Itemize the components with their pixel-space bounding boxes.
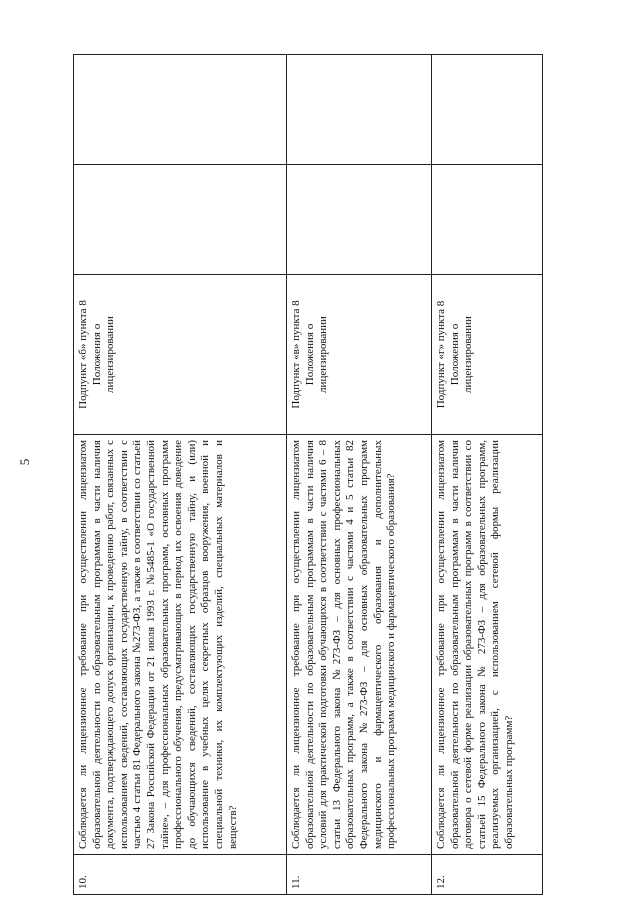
row-number: 11. bbox=[287, 855, 432, 895]
reference-line: Положения о bbox=[303, 323, 316, 386]
checklist-table bbox=[73, 54, 543, 895]
empty-note-cell bbox=[432, 55, 543, 165]
legal-reference bbox=[74, 275, 287, 435]
row-number: 12. bbox=[432, 855, 543, 895]
empty-answer-cell bbox=[74, 165, 287, 275]
page-number: 5 bbox=[17, 458, 32, 466]
table-row bbox=[74, 55, 287, 895]
reference-line: лицензировании bbox=[104, 316, 117, 393]
reference-line: Подпункт «г» пункта 8 bbox=[435, 300, 448, 409]
reference-line: Подпункт «в» пункта 8 bbox=[290, 300, 303, 409]
reference-line: лицензировании bbox=[317, 316, 330, 393]
table-row bbox=[287, 55, 432, 895]
question-text: Соблюдается ли лицензионное требование при осуществлении лицензиатом образовательной деятельности по образовательным программам в части наличия условий для практической подготовки обучающихся в соответствии с частями 6 – 8 статьи 13 Федерального закона №273-ФЗ – для основных профессиональных образовательных программ, а также в соответствии с частями 4 и 5 статьи 82 Федерального закона №273-ФЗ – для основных образовательных программ медицинского и фармацевтического образования и дополнительных профессиональных программ медицинского и фармацевтического образования? bbox=[287, 435, 432, 855]
question-text: Соблюдается ли лицензионное требование при осуществлении лицензиатом образовательной деятельности по образовательным программам в части наличия договора о сетевой форме реализации образовательных программ в соответствии со статьей 15 Федерального закона № 273-ФЗ – для образовательных программ, реализуемых организацией, с использованием сетевой формы реализации образовательных программ? bbox=[432, 435, 543, 855]
table-row bbox=[432, 55, 543, 895]
empty-answer-cell bbox=[287, 165, 432, 275]
legal-reference bbox=[287, 275, 432, 435]
rotated-table-frame bbox=[73, 55, 543, 895]
row-number: 10. bbox=[74, 855, 287, 895]
empty-note-cell bbox=[74, 55, 287, 165]
legal-reference bbox=[432, 275, 543, 435]
question-text: Соблюдается ли лицензионное требование при осуществлении лицензиатом образовательной деятельности по образовательным программам в части наличия документа, подтверждающего допуск организации, к проведению работ, связанных с использованием сведений, составляющих государственную тайну, в соответствии с частью 4 статьи 81 Федерального закона №273-ФЗ, а также в соответствии со статьей 27 Закона Российской Федерации от 21 июля 1993 г. №5485-1 «О государственной тайне», – для профессиональных образовательных программ, основных программ профессионального обучения, предусматривающих в период их освоения доведение до обучающихся сведений, составляющих государственную тайну, и (или) использование в учебных целях секретных образцов вооружения, военной и специальной техники, их комплектующих изделий, специальных материалов и веществ? bbox=[74, 435, 287, 855]
reference-line: Положения о bbox=[90, 323, 103, 386]
empty-note-cell bbox=[287, 55, 432, 165]
reference-line: лицензировании bbox=[462, 316, 475, 393]
reference-line: Подпункт «б» пункта 8 bbox=[77, 300, 89, 409]
reference-line: Положения о bbox=[448, 323, 461, 386]
empty-answer-cell bbox=[432, 165, 543, 275]
